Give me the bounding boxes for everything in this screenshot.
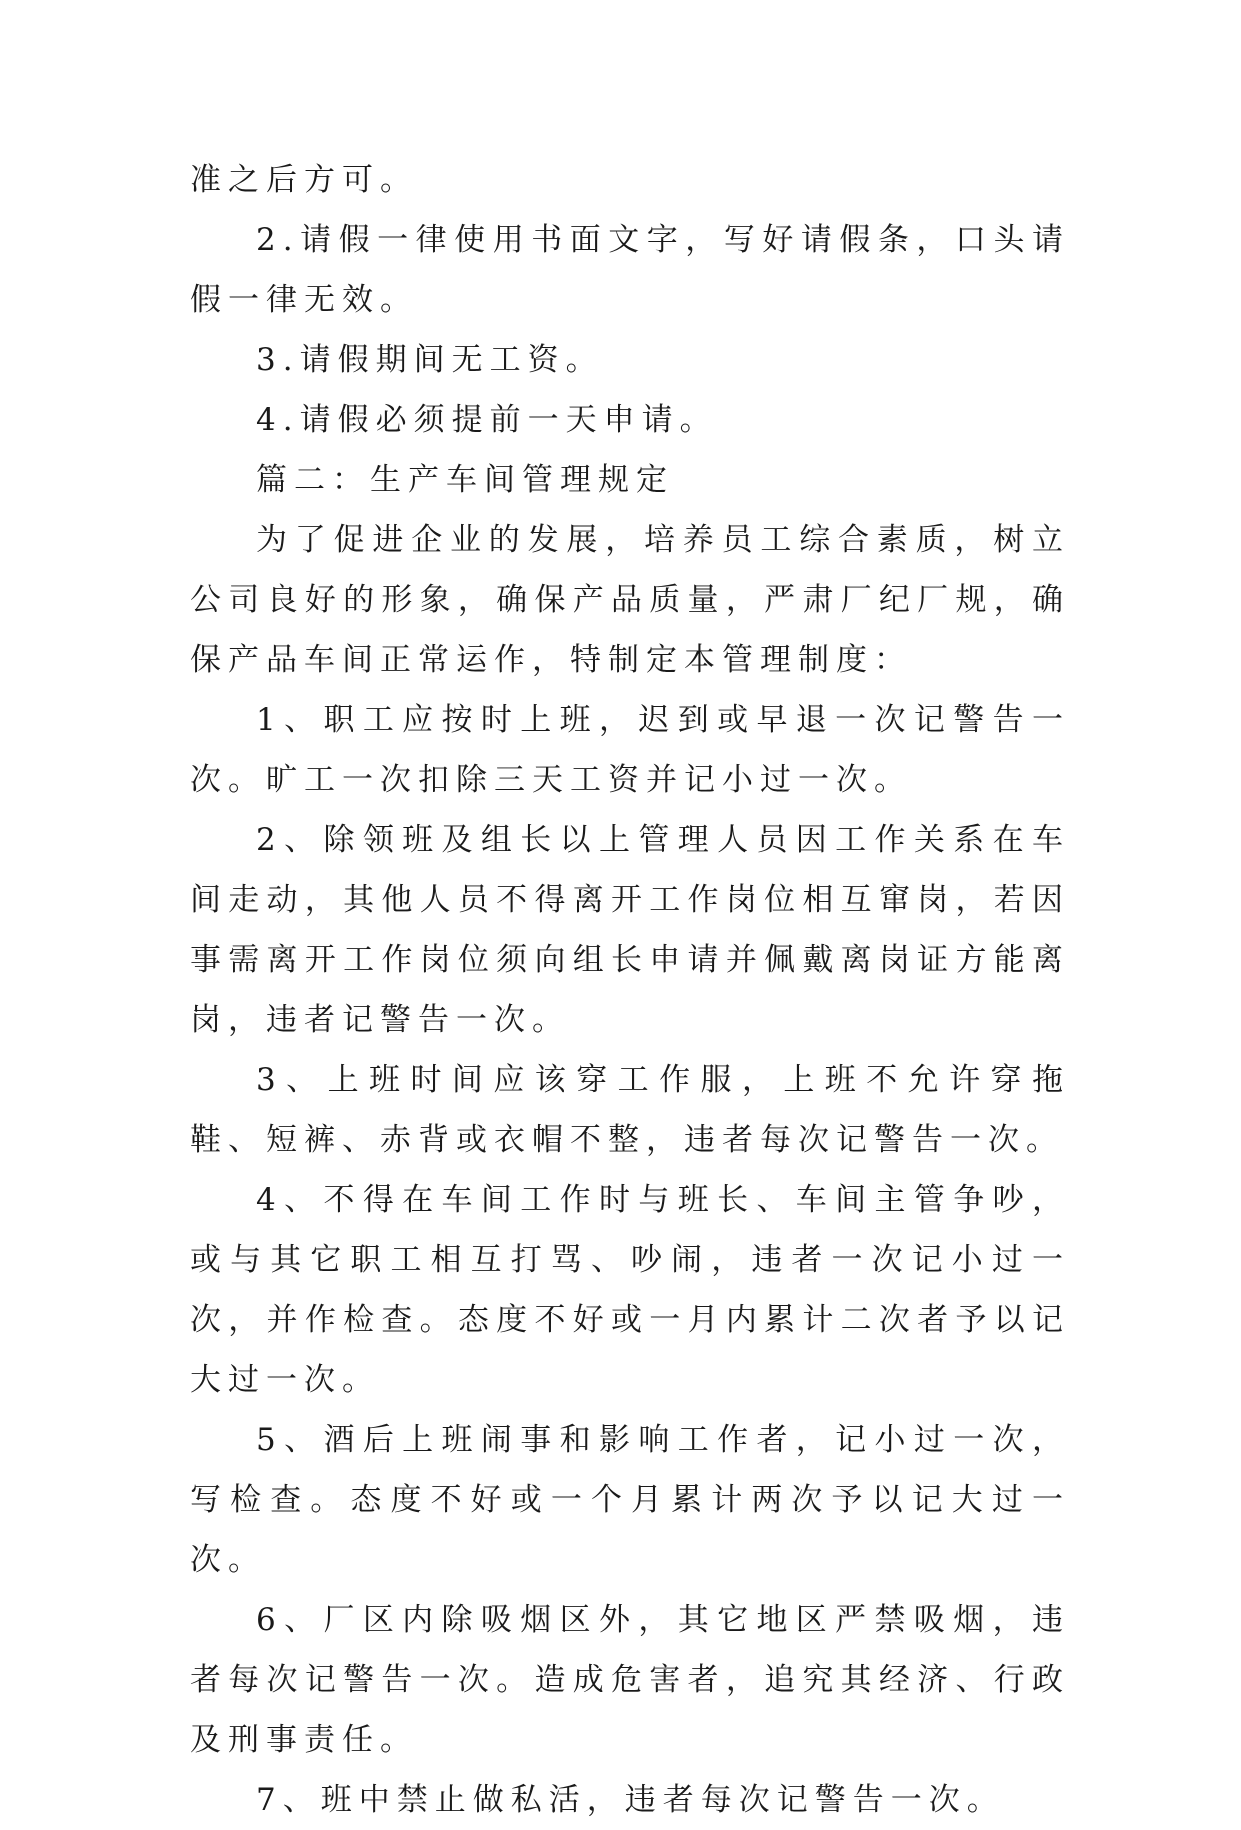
paragraph-rule-7: 7、班中禁止做私活，违者每次记警告一次。 <box>256 1782 1005 1818</box>
section-heading: 篇二：生产车间管理规定 <box>256 462 674 498</box>
paragraph-leave-rule-2: 2.请假一律使用书面文字，写好请假条，口头请假一律无效。 <box>190 222 1070 318</box>
paragraph-rule-4: 4、不得在车间工作时与班长、车间主管争吵，或与其它职工相互打骂、吵闹，违者一次记小过一次，并作检查。态度不好或一月内累计二次者予以记大过一次。 <box>190 1182 1070 1398</box>
paragraph-rule-5: 5、酒后上班闹事和影响工作者，记小过一次，写检查。态度不好或一个月累计两次予以记大过一次。 <box>190 1422 1070 1578</box>
paragraph-continuation: 准之后方可。 <box>190 162 418 198</box>
paragraph-leave-rule-4: 4.请假必须提前一天申请。 <box>256 402 718 438</box>
paragraph-leave-rule-3: 3.请假期间无工资。 <box>256 342 604 378</box>
paragraph-rule-3: 3、上班时间应该穿工作服，上班不允许穿拖鞋、短裤、赤背或衣帽不整，违者每次记警告一次。 <box>190 1062 1070 1158</box>
paragraph-intro: 为了促进企业的发展，培养员工综合素质，树立公司良好的形象，确保产品质量，严肃厂纪厂规，确保产品车间正常运作，特制定本管理制度： <box>190 522 1070 678</box>
document-body <box>190 150 1070 1830</box>
paragraph-rule-2: 2、除领班及组长以上管理人员因工作关系在车间走动，其他人员不得离开工作岗位相互窜岗，若因事需离开工作岗位须向组长申请并佩戴离岗证方能离岗，违者记警告一次。 <box>190 822 1070 1038</box>
paragraph-rule-1: 1、职工应按时上班，迟到或早退一次记警告一次。旷工一次扣除三天工资并记小过一次。 <box>190 702 1070 798</box>
paragraph-rule-6: 6、厂区内除吸烟区外，其它地区严禁吸烟，违者每次记警告一次。造成危害者，追究其经济、行政及刑事责任。 <box>190 1602 1070 1758</box>
